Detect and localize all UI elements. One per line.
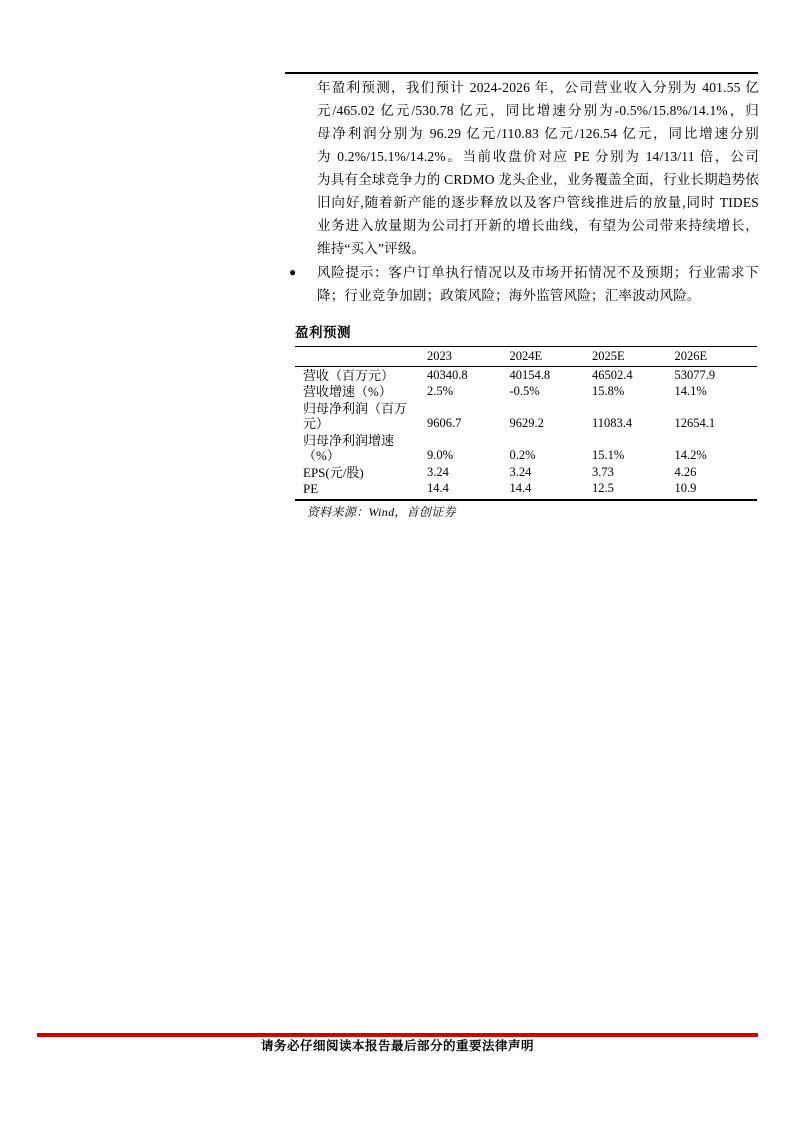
table-cell: 3.24 <box>509 464 532 479</box>
table-cell: 40340.8 <box>427 367 468 382</box>
row-label <box>295 480 427 500</box>
risk-warning-paragraph <box>317 261 759 307</box>
table-header-cell: 2024E <box>510 347 592 367</box>
table-header-empty <box>295 347 427 367</box>
row-label-line: 元） <box>303 416 330 431</box>
table-row <box>295 480 757 500</box>
paragraph-line: 为 0.2%/15.1%/14.2%。当前收盘价对应 PE 分别为 14/13/11 倍，公司 <box>317 149 759 164</box>
row-label-line: （%） <box>303 448 340 463</box>
row-label <box>295 383 427 400</box>
table-row <box>295 432 757 464</box>
table-cell: 3.24 <box>427 464 449 479</box>
table-row <box>295 383 757 400</box>
bullet-icon: ● <box>289 265 297 279</box>
table-cell: 9.0% <box>427 448 454 462</box>
table-cell: 0.2% <box>509 448 536 462</box>
table-header-cell: 2025E <box>592 347 674 367</box>
top-divider <box>285 72 758 74</box>
row-label-line: EPS(元/股) <box>303 464 364 480</box>
table-cell: 4.26 <box>674 464 697 479</box>
table-cell: 9629.2 <box>509 416 544 430</box>
paragraph-line: 维持“买入”评级。 <box>317 241 426 256</box>
table-cell: 14.2% <box>674 448 707 462</box>
table-cell: -0.5% <box>509 384 540 398</box>
table-cell: 11083.4 <box>591 416 633 430</box>
table-cell: 40154.8 <box>509 367 551 382</box>
table-cell: 14.4 <box>427 481 449 495</box>
table-cell: 10.9 <box>674 481 697 495</box>
table-cell: 14.1% <box>674 384 707 398</box>
row-label-line: 归母净利润（百万 <box>303 400 408 416</box>
earnings-forecast-paragraph <box>317 76 759 260</box>
paragraph-line: 降；行业竞争加剧；政策风险；海外监管风险；汇率波动风险。 <box>317 288 701 303</box>
row-label-line: PE <box>303 481 319 496</box>
row-label-line: 归母净利润增速 <box>303 432 395 448</box>
table-row <box>295 366 757 383</box>
row-label <box>295 366 427 383</box>
row-label-line: 营收增速（%） <box>303 384 392 399</box>
table-cell: 15.8% <box>591 384 625 398</box>
table-cell: 14.4 <box>509 481 532 495</box>
paragraph-line: 业务进入放量期为公司打开新的增长曲线，有望为公司带来持续增长， <box>317 218 759 233</box>
row-label <box>295 400 427 432</box>
table-cell: 53077.9 <box>674 367 716 382</box>
table-cell: 12.5 <box>591 481 614 495</box>
table-row <box>295 400 757 432</box>
row-label <box>295 432 427 464</box>
table-cell: 12654.1 <box>674 416 716 430</box>
table-title: 盈利预测 <box>295 325 351 340</box>
row-label-line: 营收（百万元） <box>303 367 395 383</box>
paragraph-line: 年盈利预测，我们预计 2024-2026 年，公司营业收入分别为 401.55 亿 <box>317 80 759 95</box>
table-cell: 3.73 <box>591 464 614 479</box>
paragraph-line: 风险提示：客户订单执行情况以及市场开拓情况不及预期；行业需求下 <box>317 265 759 280</box>
table-row <box>295 464 757 481</box>
row-label <box>295 464 427 481</box>
table-header-cell: 2026E <box>674 347 757 367</box>
table-cell: 2.5% <box>427 384 454 398</box>
profit-forecast-table-block <box>295 325 757 520</box>
table-cell: 9606.7 <box>427 416 462 430</box>
table-header-row <box>295 347 757 367</box>
footer-red-divider <box>37 1033 758 1037</box>
paragraph-line: 母净利润分别为 96.29 亿元/110.83 亿元/126.54 亿元，同比增速分别 <box>317 126 759 141</box>
table-header-cell: 2023 <box>427 347 509 367</box>
table-cell: 46502.4 <box>591 367 633 382</box>
paragraph-line: 元/465.02 亿元/530.78 亿元，同比增速分别为-0.5%/15.8%/14.1%，归 <box>317 103 759 118</box>
profit-forecast-table <box>295 346 757 501</box>
paragraph-line: 为具有全球竞争力的 CRDMO 龙头企业，业务覆盖全面，行业长期趋势依 <box>317 172 759 187</box>
table-cell: 15.1% <box>591 448 625 462</box>
table-source-note: 资料来源：Wind，首创证券 <box>307 504 456 519</box>
paragraph-line: 旧向好,随着新产能的逐步释放以及客户管线推进后的放量,同时 TIDES <box>317 195 759 210</box>
footer-legal-notice: 请务必仔细阅读本报告最后部分的重要法律声明 <box>260 1039 534 1053</box>
